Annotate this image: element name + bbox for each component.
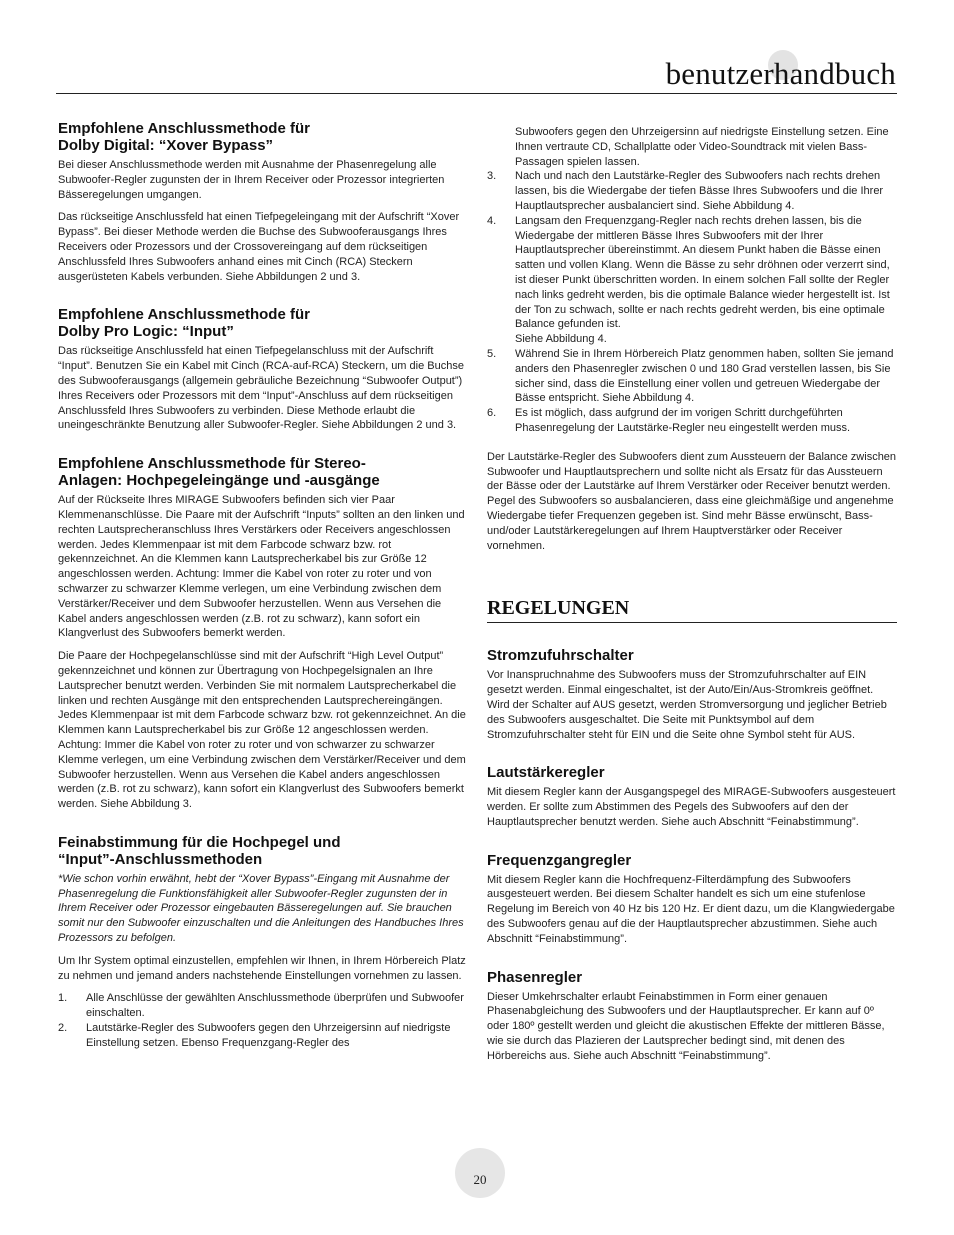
paragraph: Mit diesem Regler kann der Ausgangspegel des MIRAGE-Subwoofers ausgesteuert werden. Er sollte zum Abstimmen des Pegels des Subwoofers auf den der Hauptlautsprecher benutzt werden. Siehe auch Abschnitt “Feinabstimmung”. (487, 786, 896, 828)
list-item: 1. Alle Anschlüsse der gewählten Anschlussmethode überprüfen und Subwoofer einschalten. (58, 992, 464, 1020)
heading-dolby-pro-logic: Empfohlene Anschlussmethode für Dolby Pro Logic: “Input” (58, 306, 310, 341)
paragraph: Vor Inanspruchnahme des Subwoofers muss der Stromzufuhrschalter auf EIN gesetzt werden. Einmal eingeschaltet, ist der Auto/Ein/Aus-Stromkreis geöffnet. Wird der Schalter auf AUS gesetzt, werden Stromversorgung und jeglicher Betrieb des Subwoofers ausgeschaltet. Die Seite mit Punktsymbol auf dem Stromzufuhrschalter steht für EIN und die Seite ohne Symbol steht für AUS. (487, 669, 887, 741)
list-item: 3. Nach und nach den Lautstärke-Regler des Subwoofers nach rechts drehen lassen, bis die Wiedergabe der tiefen Bässe Ihres Subwoofers und die Ihrer Hauptlautsprecher ausbalanciert sind. Siehe Abbildung 4. (487, 170, 884, 212)
heading-dolby-digital: Empfohlene Anschlussmethode für Dolby Digital: “Xover Bypass” (58, 120, 310, 154)
paragraph: Mit diesem Regler kann die Hochfrequenz-Filterdämpfung des Subwoofers ausgesteuert werden. Bei diesem Schalter handelt es sich um eine stufenlose Regelung im Bereich von 40 Hz bis 120 Hz. Er dient dazu, um die Klangwiedergabe des Subwoofers genau auf die der Hauptlautsprecher abzustimmen. Siehe auch Abschnitt “Feinabstimmung”. (487, 873, 895, 945)
section-phase (487, 969, 897, 1064)
section-volume (487, 764, 897, 829)
paragraph-note: *Wie schon vorhin erwähnt, hebt der “Xover Bypass”-Eingang mit Ausnahme der Phasenregelung die Funktionsfähigkeit aller Subwoofer-Regler zugunsten der in Ihrem Receiver oder Prozessor eingebauten Bässeregelungen auf. Sie brauchen somit nur den Subwoofer einzuschalten und die Anleitungen des Handbuches Ihres Prozessors zu befolgen. (58, 872, 464, 945)
section-frequency (487, 852, 897, 947)
paragraph-balance: Der Lautstärke-Regler des Subwoofers dient zum Aussteuern der Balance zwischen Subwoofer und Hauptlautsprechern und sollte nicht als Ersatz für das Aussteuern der Bässe oder der Lautstärke auf Ihrem Verstärker oder Receiver benutzt werden. Pegel des Subwoofers so ausbalancieren, dass eine gleichmäßige und angenehme Wiedergabe tiefer Frequenzen gegeben ist. Sind mehr Bässe erwünscht, Bass- und/oder Lautstärkeregelungen auf Ihrem Hauptverstärker oder Receiver vornehmen. (487, 450, 897, 552)
section-rule (487, 622, 897, 623)
section-power-switch (487, 647, 897, 742)
paragraph: Die Paare der Hochpegelanschlüsse sind mit der Aufschrift “High Level Output” gekennzeichnet und können zur Übertragung von Hochpegelsignalen an Ihre Lautsprecher benutzt werden. Verbinden Sie mit normalem Lautsprecherkabel die linken und rechten Ausgänge mit den entsprechenden Lautsprechereingängen. Jedes Klemmenpaar ist mit dem Farbcode schwarz bzw. rot gekennzeichnet. An die Klemmen kann Lautsprecherkabel bis zur Größe 12 angeschlossen werden. Achtung: Immer die Kabel von roter zu roter und von schwarzer zu schwarzer Klemme verlegen, um eine Verbindung zwischen dem Verstärker/Receiver und dem Subwoofer herzustellen. Wenn aus Versehen die Kabel anders angeschlossen werden (z.B. rot zu schwarz), kann sofort ein Klangverlust des Subwoofers bemerkt werden. Siehe Abbildung 3. (58, 650, 466, 811)
list-item: 6. Es ist möglich, dass aufgrund der im vorigen Schritt durchgeführten Phasenregelung der Lautstärke-Regler neu eingestellt werden muss. (487, 407, 851, 434)
section-dolby-digital (58, 120, 468, 284)
paragraph: Um Ihr System optimal einzustellen, empfehlen wir Ihnen, in Ihrem Hörbereich Platz zu nehmen und jemand anders nachstehende Einstellungen vornehmen zu lassen. (58, 954, 466, 982)
list-item: 5. Während Sie in Ihrem Hörbereich Platz genommen haben, sollten Sie jemand anders den Phasenregler zwischen 0 und 180 Grad verstellen lassen, bis Sie sicher sind, dass die Einstellung einer vollen und getreuen Wiedergabe der Bässe entspricht. Siehe Abbildung 4. (487, 347, 894, 405)
section-stereo (58, 455, 468, 812)
left-column (58, 120, 468, 1059)
list-continuation: Subwoofers gegen den Uhrzeigersinn auf niedrigste Einstellung setzen. Eine Ihnen vertraute CD, Schallplatte oder Video-Soundtrack mit vielen Bass-Passagen spielen lassen. (515, 126, 889, 168)
list-item: 4. Langsam den Frequenzgang-Regler nach rechts drehen lassen, bis die Wiedergabe der mittleren Bässe Ihres Subwoofers mit der Ihrer Hauptlautsprecher übereinstimmt. An diesem Punkt haben die Bässe einen satten und vollen Klang. Wenn die Bässe zu sehr dröhnen oder verzerrt sind, ist dieser Punkt überschritten worden. In einem solchen Fall sollte der Regler nach links gedreht werden, bis die optimale Balance wieder hergestellt ist. Ist der Ton zu schwach, sollte er nach rechts gedreht werden, bis eine optimale Balance gefunden ist. Siehe Abbildung 4. (487, 214, 890, 346)
paragraph: Dieser Umkehrschalter erlaubt Feinabstimmen in Form einer genauen Phasenabgleichung des Subwoofers und der Hauptlautsprecher. Er kann auf 0º oder 180º gestellt werden und gleicht die akustischen Effekte der mittleren Bässe, wie sie durch das Plazieren der Lautsprecher bedingt sind, mit denen des Hörbereichs aus. Siehe auch Abschnitt “Feinabstimmung”. (487, 990, 885, 1062)
paragraph: Das rückseitige Anschlussfeld hat einen Tiefpegeleingang mit der Aufschrift “Xover Bypass”. Bei dieser Methode werden die Buchse des Subwooferausgangs Ihres Receivers oder Prozessors und der Crossovereingang auf dem rückseitigen Anschlussfeld Ihres Subwoofers anhand eines mit Cinch (RCA) Steckern ausgerüsteten Kabels verbunden. Siehe Abbildungen 2 und 3. (58, 211, 460, 283)
heading-frequency: Frequenzgangregler (487, 851, 632, 869)
steps-list (58, 991, 468, 1050)
heading-volume: Lautstärkeregler (487, 764, 605, 782)
header-rule (56, 93, 897, 94)
heading-fine-tuning: Feinabstimmung für die Hochpegel und “Input”-Anschlussmethoden (58, 833, 341, 868)
paragraph: Das rückseitige Anschlussfeld hat einen Tiefpegelanschluss mit der Aufschrift “Input”. Benutzen Sie ein Kabel mit Cinch (RCA-auf-RCA) Steckern, um die Buchse des Subwooferausgangs (allgemein gebräuliche Bezeichnung “Subwoofer Output”) Ihres Receivers oder Prozessors mit dem “Input”-Anschluss auf dem rückseitigen Anschlussfeld Ihres Subwoofers zu verbinden. Diese Methode erlaubt die uneingeschränkte Benutzung aller Subwoofer-Regler. Siehe Abbildungen 2 und 3. (58, 345, 464, 432)
steps-list-continued (487, 169, 897, 435)
paragraph: Auf der Rückseite Ihres MIRAGE Subwoofers befinden sich vier Paar Klemmenanschlüsse. Die Paare mit der Aufschrift “Inputs” sollten an den linken und rechten Lautsprecheranschluss Ihres Verstärkers oder Receivers angeschlossen werden. Jedes Klemmenpaar ist mit dem Farbcode schwarz bzw. rot gekennzeichnet. An die Klemmen kann Lautsprecherkabel bis zur Größe 12 angeschlossen werden. Achtung: Immer die Kabel von roter zu roter und von schwarzer zu schwarzer Klemme verlegen, um eine Verbindung zwischen dem Verstärker/Receiver und dem Subwoofer herzustellen. Wenn aus Versehen die Kabel anders angeschlossen werden (z.B. rot zu schwarz), kann sofort ein Klangverlust des Subwoofers bemerkt werden. (58, 494, 465, 640)
heading-stereo: Empfohlene Anschlussmethode für Stereo- Anlagen: Hochpegeleingänge und -ausgänge (58, 455, 380, 490)
section-dolby-pro-logic (58, 306, 468, 433)
paragraph: Bei dieser Anschlussmethode werden mit Ausnahme der Phasenregelung alle Subwoofer-Regler zugunsten der in Ihrem Receiver oder Prozessor integrierten Bässeregelungen umgangen. (58, 159, 445, 201)
section-title-regelungen: REGELUNGEN (487, 597, 630, 620)
page-number: 20 (473, 1172, 487, 1187)
list-item: 2. Lautstärke-Regler des Subwoofers gegen den Uhrzeigersinn auf niedrigste Einstellung setzen. Ebenso Frequenzgang-Regler des (58, 1022, 451, 1049)
page-header-title: benutzerhandbuch (665, 56, 896, 91)
heading-power-switch: Stromzufuhrschalter (487, 647, 634, 665)
heading-phase: Phasenregler (487, 968, 583, 986)
section-fine-tuning (58, 834, 468, 1051)
right-column (487, 125, 897, 1072)
